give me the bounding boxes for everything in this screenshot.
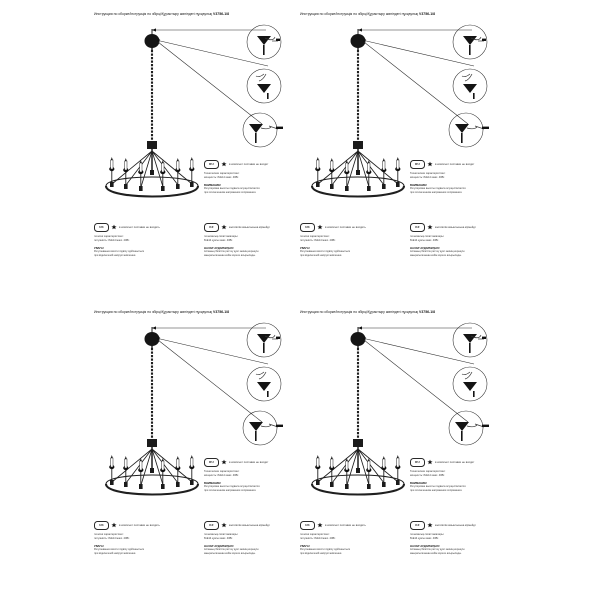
warning-title: УВАГА! — [300, 247, 310, 251]
warning-body — [410, 548, 510, 556]
instruction-panel — [94, 310, 306, 578]
diagram-stage — [300, 24, 512, 258]
warning-title: ВНИМАНИЕ! — [204, 184, 221, 188]
spec-lines — [300, 235, 400, 243]
warning-title: НАЗАР АУДАРЫҢЫЗ! — [410, 545, 440, 549]
warning-line: ажыратылғаннан кейін жүзеге асырылады. — [204, 254, 256, 258]
warning-body — [300, 548, 400, 556]
spec-line: технічні характеристики: — [94, 235, 124, 238]
spec-line: мощность: 8хE14 макс. 40Вт. — [204, 474, 239, 478]
warning-line: при відключеній напрузі живлення. — [94, 552, 136, 556]
warning-title: НАЗАР АУДАРЫҢЫЗ! — [410, 247, 440, 251]
callout-group — [408, 322, 512, 452]
bulb-icon — [317, 224, 323, 231]
callout-group — [408, 24, 512, 154]
diagram-stage — [300, 322, 512, 556]
warning-body — [410, 485, 510, 493]
bulb-icon — [427, 161, 433, 168]
panel-title — [300, 310, 512, 314]
spec-lines — [94, 235, 194, 243]
diagram-stage — [94, 24, 306, 258]
warning-line: Регулювання висоти підвісу здійснюється — [94, 548, 145, 552]
panel-title — [300, 12, 512, 16]
warning-title: УВАГА! — [94, 545, 104, 549]
panel-title-text: Инструкция по сборке/Інструкція по збірці/Құрастыру жөніндегі нұсқаулық — [300, 12, 419, 16]
spec-line: потужність: 8хE14 макс. 40Вт. — [300, 537, 336, 541]
warning-block-kz — [410, 522, 510, 556]
badge-note: в комплект поставки не входить — [119, 226, 160, 229]
spec-lines — [204, 470, 304, 478]
spec-line: технічні характеристики: — [300, 235, 330, 238]
warning-block-ru — [204, 161, 304, 195]
bulb-icon — [317, 522, 323, 529]
badge-note: в комплект поставки не входить — [119, 524, 160, 527]
warning-body — [300, 250, 400, 258]
spec-lines — [300, 533, 400, 541]
warning-line: при отключенном напряжении сопряжения. — [204, 191, 257, 195]
bulb-icon — [221, 224, 227, 231]
spec-line: Технические характеристики: — [204, 172, 240, 175]
warning-line: Регулировка высоты подвеса осуществляется — [204, 187, 260, 191]
warning-title: УВАГА! — [94, 247, 104, 251]
warning-line: при отключенном напряжении сопряжения. — [204, 489, 257, 493]
warning-title: НАЗАР АУДАРЫҢЫЗ! — [204, 247, 234, 251]
warning-line: ажыратылғаннан кейін жүзеге асырылады. — [410, 552, 462, 556]
bulb-icon — [221, 459, 227, 466]
spec-lines — [410, 533, 510, 541]
flag-badge: UK — [94, 521, 109, 530]
spec-line: 8хE14 қуаты макс. 40Вт. — [410, 239, 439, 243]
spec-line: Технические характеристики: — [410, 470, 446, 473]
badge-note: в комплект поставки не входить — [325, 524, 366, 527]
callout-group — [202, 24, 306, 154]
spec-line: мощность: 8хE14 макс. 40Вт. — [410, 474, 445, 478]
warning-block-kz — [204, 522, 304, 556]
warning-line: Регулировка высоты подвеса осуществляется — [410, 187, 466, 191]
chandelier-icon — [96, 24, 208, 209]
spec-line: техникалық сипаттамалары: — [410, 533, 445, 536]
warning-block-uk — [94, 224, 194, 258]
spec-line: техникалық сипаттамалары: — [410, 235, 445, 238]
chandelier-icon — [96, 322, 208, 507]
instruction-panel — [300, 12, 512, 280]
warning-block-ru — [410, 459, 510, 493]
badge-note: жеткізілім жиынтығына кірмейді — [229, 226, 270, 229]
badge-row — [94, 224, 194, 231]
bulb-icon — [427, 522, 433, 529]
badge-note: в комплект поставки не входит — [229, 163, 269, 166]
warning-block-uk — [300, 224, 400, 258]
badge-row — [300, 224, 400, 231]
flag-badge: RU — [410, 458, 425, 467]
model-number: V3756-1/8 — [213, 12, 230, 16]
spec-line: Технические характеристики: — [204, 470, 240, 473]
flag-badge: RU — [204, 160, 219, 169]
badge-note: жеткізілім жиынтығына кірмейді — [229, 524, 270, 527]
model-number: V3756-1/8 — [213, 310, 230, 314]
warning-block-ru — [410, 161, 510, 195]
warning-line: Аспаның биіктігін реттеу қуат көзінің кернеуін — [204, 548, 259, 552]
spec-line: 8хE14 қуаты макс. 40Вт. — [410, 537, 439, 541]
badge-note: в комплект поставки не входит — [435, 163, 475, 166]
warning-line: Регулювання висоти підвісу здійснюється — [300, 250, 351, 254]
panel-title-text: Инструкция по сборке/Інструкція по збірці/Құрастыру жөніндегі нұсқаулық — [300, 310, 419, 314]
warning-title: ВНИМАНИЕ! — [410, 482, 427, 486]
bulb-icon — [111, 224, 117, 231]
spec-line: потужність: 8хE14 макс. 40Вт. — [300, 239, 336, 243]
instruction-panel — [94, 12, 306, 280]
model-number: V3756-1/8 — [419, 310, 436, 314]
warning-line: Регулювання висоти підвісу здійснюється — [300, 548, 351, 552]
panel-title — [94, 12, 306, 16]
callout-group — [202, 322, 306, 452]
warning-block-ru — [204, 459, 304, 493]
warning-line: при відключеній напрузі живлення. — [300, 254, 342, 258]
warning-line: ажыратылғаннан кейін жүзеге асырылады. — [410, 254, 462, 258]
chandelier-icon — [302, 322, 414, 507]
spec-line: мощность: 8хE14 макс. 40Вт. — [204, 176, 239, 180]
flag-badge: RU — [410, 160, 425, 169]
badge-row — [204, 522, 304, 529]
spec-line: 8хE14 қуаты макс. 40Вт. — [204, 239, 233, 243]
spec-line: Технические характеристики: — [410, 172, 446, 175]
bulb-icon — [221, 522, 227, 529]
bulb-icon — [427, 224, 433, 231]
warning-body — [204, 250, 304, 258]
badge-note: жеткізілім жиынтығына кірмейді — [435, 226, 476, 229]
spec-line: потужність: 8хE14 макс. 40Вт. — [94, 239, 130, 243]
flag-badge: UK — [94, 223, 109, 232]
bulb-icon — [221, 161, 227, 168]
warning-line: при відключеній напрузі живлення. — [94, 254, 136, 258]
warning-line: Аспаның биіктігін реттеу қуат көзінің кернеуін — [410, 250, 465, 254]
spec-lines — [410, 470, 510, 478]
spec-line: технічні характеристики: — [300, 533, 330, 536]
diagram-stage — [94, 322, 306, 556]
bulb-icon — [427, 459, 433, 466]
flag-badge: UK — [300, 521, 315, 530]
spec-lines — [204, 172, 304, 180]
spec-line: 8хE14 қуаты макс. 40Вт. — [204, 537, 233, 541]
spec-line: технічні характеристики: — [94, 533, 124, 536]
warning-line: ажыратылғаннан кейін жүзеге асырылады. — [204, 552, 256, 556]
warning-line: Аспаның биіктігін реттеу қуат көзінің кернеуін — [410, 548, 465, 552]
warning-line: при отключенном напряжении сопряжения. — [410, 191, 463, 195]
warning-title: НАЗАР АУДАРЫҢЫЗ! — [204, 545, 234, 549]
badge-row — [204, 459, 304, 466]
instruction-panel — [300, 310, 512, 578]
flag-badge: KZ — [410, 521, 425, 530]
spec-lines — [94, 533, 194, 541]
warning-block-uk — [94, 522, 194, 556]
spec-lines — [204, 235, 304, 243]
badge-row — [94, 522, 194, 529]
flag-badge: KZ — [204, 521, 219, 530]
panel-title-text: Инструкция по сборке/Інструкція по збірці/Құрастыру жөніндегі нұсқаулық — [94, 310, 213, 314]
chandelier-icon — [302, 24, 414, 209]
spec-line: потужність: 8хE14 макс. 40Вт. — [94, 537, 130, 541]
spec-lines — [410, 235, 510, 243]
bulb-icon — [111, 522, 117, 529]
spec-line: мощность: 8хE14 макс. 40Вт. — [410, 176, 445, 180]
panel-title — [94, 310, 306, 314]
warning-block-uk — [300, 522, 400, 556]
badge-note: в комплект поставки не входит — [229, 461, 269, 464]
badge-row — [410, 161, 510, 168]
flag-badge: KZ — [410, 223, 425, 232]
badge-note: жеткізілім жиынтығына кірмейді — [435, 524, 476, 527]
warning-line: при отключенном напряжении сопряжения. — [410, 489, 463, 493]
flag-badge: RU — [204, 458, 219, 467]
badge-row — [300, 522, 400, 529]
warning-body — [94, 548, 194, 556]
badge-row — [204, 161, 304, 168]
warning-line: Регулировка высоты подвеса осуществляется — [410, 485, 466, 489]
badge-note: в комплект поставки не входить — [325, 226, 366, 229]
warning-line: при відключеній напрузі живлення. — [300, 552, 342, 556]
warning-block-kz — [204, 224, 304, 258]
warning-body — [204, 187, 304, 195]
warning-body — [410, 187, 510, 195]
warning-line: Аспаның биіктігін реттеу қуат көзінің кернеуін — [204, 250, 259, 254]
warning-title: ВНИМАНИЕ! — [410, 184, 427, 188]
flag-badge: UK — [300, 223, 315, 232]
panel-title-text: Инструкция по сборке/Інструкція по збірці/Құрастыру жөніндегі нұсқаулық — [94, 12, 213, 16]
spec-line: техникалық сипаттамалары: — [204, 235, 239, 238]
badge-row — [204, 224, 304, 231]
warning-body — [204, 485, 304, 493]
warning-line: Регулювання висоти підвісу здійснюється — [94, 250, 145, 254]
warning-title: ВНИМАНИЕ! — [204, 482, 221, 486]
warning-body — [204, 548, 304, 556]
spec-lines — [204, 533, 304, 541]
warning-line: Регулировка высоты подвеса осуществляется — [204, 485, 260, 489]
badge-row — [410, 459, 510, 466]
flag-badge: KZ — [204, 223, 219, 232]
spec-lines — [410, 172, 510, 180]
warning-block-kz — [410, 224, 510, 258]
badge-note: в комплект поставки не входит — [435, 461, 475, 464]
warning-body — [94, 250, 194, 258]
badge-row — [410, 224, 510, 231]
badge-row — [410, 522, 510, 529]
warning-body — [410, 250, 510, 258]
spec-line: техникалық сипаттамалары: — [204, 533, 239, 536]
model-number: V3756-1/8 — [419, 12, 436, 16]
warning-title: УВАГА! — [300, 545, 310, 549]
